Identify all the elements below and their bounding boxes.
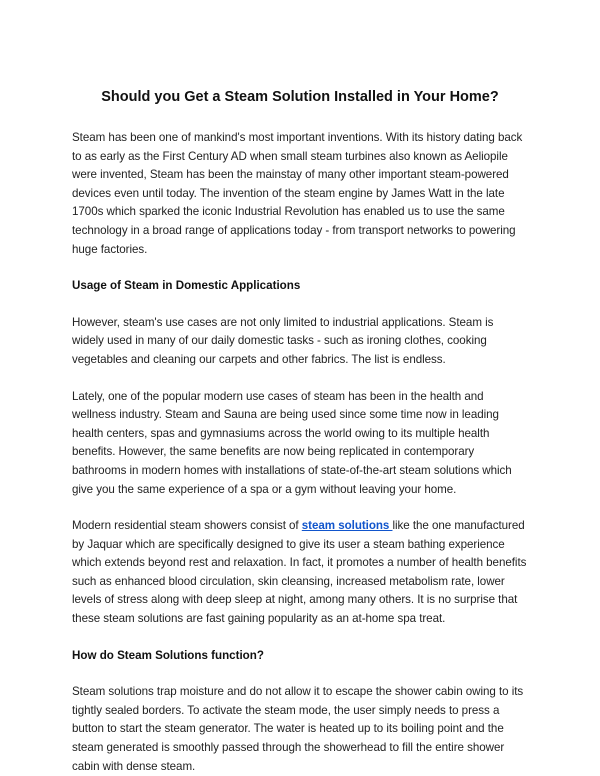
section-heading-usage: Usage of Steam in Domestic Applications <box>72 279 301 293</box>
usage-paragraph-2: Lately, one of the popular modern use cases of steam has been in the health and wellness industry. Steam and Sauna are being used since some time now in leading health centers, spas and gymnasiums across the world owing to its multiple health benefits. However, the same benefits are now being replicated in contemporary bathrooms in modern homes with installations of state-of-the-art steam solutions which give you the same experience of a spa or a gym without leaving your home. <box>72 389 512 496</box>
page-title: Should you Get a Steam Solution Installed in Your Home? <box>101 89 499 105</box>
paragraph-text-before-link: Modern residential steam showers consist of <box>72 519 302 533</box>
function-paragraph-1: Steam solutions trap moisture and do not allow it to escape the shower cabin owing to its tightly sealed borders. To activate the steam mode, the user simply needs to press a button to start the steam generator. The water is heated up to its boiling point and the steam generated is smoothly passed through the showerhead to fill the entire shower cabin with dense steam. <box>72 685 524 773</box>
usage-paragraph-1: However, steam's use cases are not only limited to industrial applications. Steam is widely used in many of our daily domestic tasks - such as ironing clothes, cooking vegetables and cleaning our carpets and other fabrics. The list is endless. <box>72 315 494 366</box>
steam-solutions-link[interactable]: steam solutions <box>301 519 393 533</box>
section-heading-function: How do Steam Solutions function? <box>72 648 264 662</box>
intro-paragraph: Steam has been one of mankind's most important inventions. With its history dating back to as early as the First Century AD when small steam turbines also known as Aeliopile were invented, Steam has been the mainstay of many other important steam-powered devices even until today. The invention of the steam engine by James Watt in the late 1700s which sparked the iconic Industrial Revolution has enabled us to use the same technology in a broad range of applications today - from transport networks to powering huge factories. <box>72 131 523 256</box>
usage-paragraph-3 <box>72 517 528 629</box>
paragraph-text-after-link: like the one manufactured by Jaquar which are specifically designed to give its user a steam bathing experience which extends beyond rest and relaxation. In fact, it promotes a number of health benefits such as enhanced blood circulation, skin cleansing, increased metabolism rate, lower levels of stress along with deep sleep at night, among many others. It is no surprise that these steam solutions are fast gaining popularity as an at-home spa treat. <box>72 519 527 626</box>
